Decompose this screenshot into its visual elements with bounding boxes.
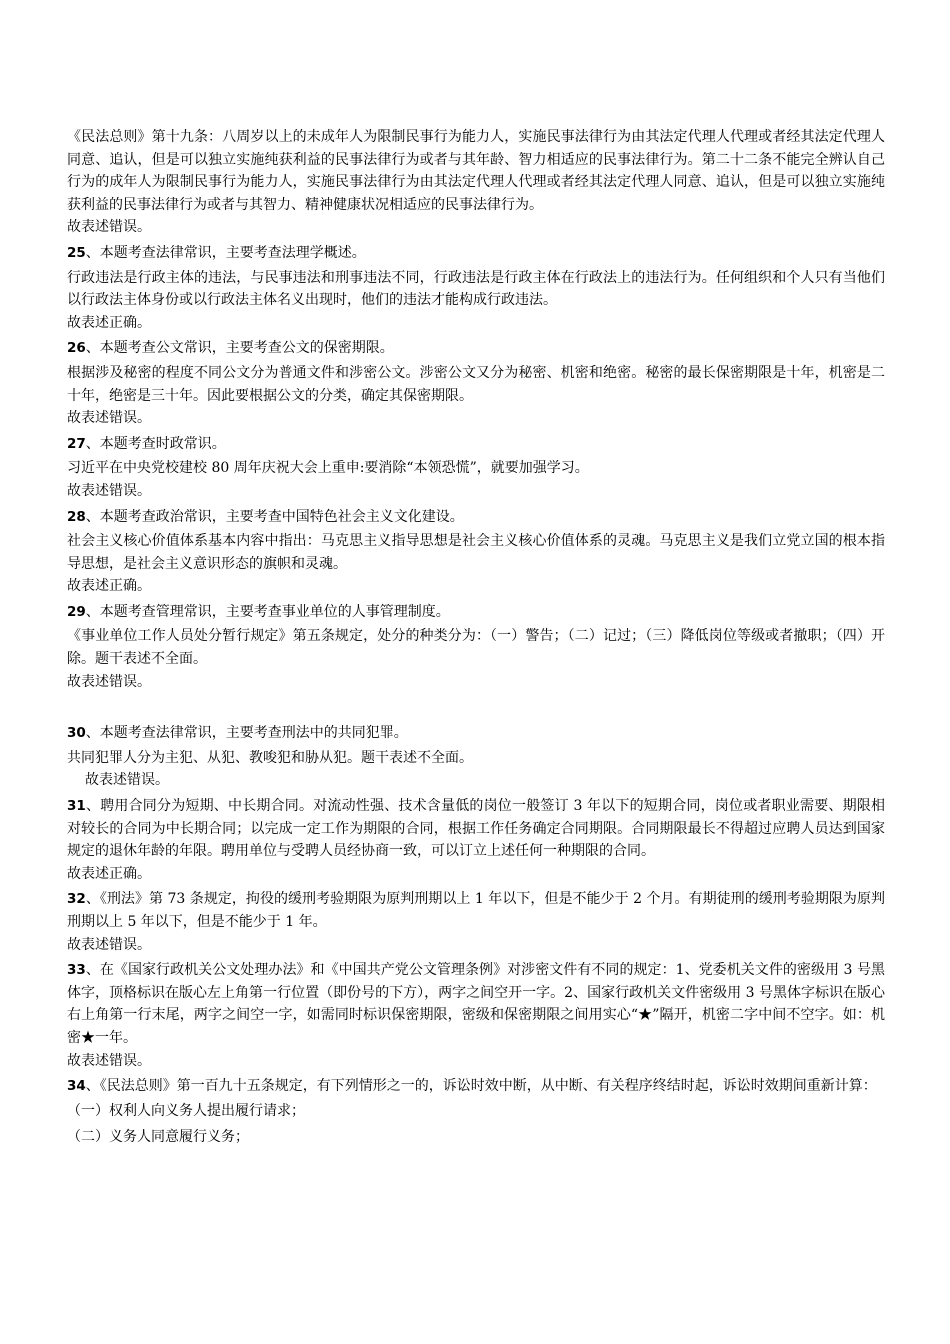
q33-body: 、在《国家行政机关公文处理办法》和《中国共产党公文管理条例》对涉密文件有不同的规定：1、党委机关文件的密级用 3 号黑体字，顶格标识在版心左上角第一行位置（即份号的下方），两字之间空开一字。2、国家行政机关文件密级用 3 号黑体字标识在版心右上角第一行末尾，两字之间空一字，如需同时标识保密期限，密级和保密期限之间用实心“★”隔开，机密二字中间不空字。如：机密★一年。 [67,962,885,1046]
q29-heading [67,601,885,624]
intro-paragraph: 《民法总则》第十九条：八周岁以上的未成年人为限制民事行为能力人，实施民事法律行为由其法定代理人代理或者经其法定代理人同意、追认，但是可以独立实施纯获利益的民事法律行为或者与其年龄、智力相适应的民事法律行为。第二十二条不能完全辨认自己行为的成年人为限制民事行为能力人，实施民事法律行为由其法定代理人代理或者经其法定代理人同意、追认，但是可以独立实施纯获利益的民事法律行为或者与其智力、精神健康状况相适应的民事法律行为。 [67,129,885,213]
q33-conclusion: 故表述错误。 [67,1052,151,1069]
q30-heading-text: 、本题考查法律常识，主要考查刑法中的共同犯罪。 [85,725,408,742]
q30-conclusion: 故表述错误。 [85,772,169,789]
q26-heading-text: 、本题考查公文常识，主要考查公文的保密期限。 [85,340,394,357]
q28-body: 社会主义核心价值体系基本内容中指出：马克思主义指导思想是社会主义核心价值体系的灵魂。马克思主义是我们立党立国的根本指导思想，是社会主义意识形态的旗帜和灵魂。 [67,533,885,572]
q25-heading-text: 、本题考查法律常识，主要考查法理学概述。 [85,244,366,261]
q34-paragraph [67,1075,885,1098]
q26-heading [67,337,885,360]
q26-body: 根据涉及秘密的程度不同公文分为普通文件和涉密公文。涉密公文又分为秘密、机密和绝密。秘密的最长保密期限是十年，机密是二十年，绝密是三十年。因此要根据公文的分类，确定其保密期限。 [67,364,885,404]
q31-paragraph [67,795,885,863]
q28-heading-text: 、本题考查政治常识，主要考查中国特色社会主义文化建设。 [85,508,464,525]
q29-number: 29 [67,603,86,620]
q28-conclusion: 故表述正确。 [67,578,151,595]
q27-heading [67,433,885,456]
q25-body: 行政违法是行政主体的违法，与民事违法和刑事违法不同，行政违法是行政主体在行政法上的违法行为。任何组织和个人只有当他们以行政法主体身份或以行政法主体名义出现时，他们的违法才能构成行政违法。 [67,269,885,309]
q25-heading [67,242,885,265]
q34-item-1: （一）权利人向义务人提出履行请求； [67,1102,305,1119]
q26-conclusion: 故表述错误。 [67,410,151,427]
q32-number: 32 [67,891,86,908]
q33-number: 33 [67,962,86,979]
q32-conclusion: 故表述错误。 [67,936,151,953]
q28-number: 28 [67,508,86,525]
q29-conclusion: 故表述错误。 [67,673,151,690]
q34-item-2: （二）义务人同意履行义务； [67,1129,249,1146]
intro-conclusion: 故表述错误。 [67,219,151,236]
q30-number: 30 [67,725,86,742]
q34-body: 、《民法总则》第一百九十五条规定，有下列情形之一的，诉讼时效中断，从中断、有关程序终结时起，诉讼时效期间重新计算： [85,1078,877,1095]
q27-conclusion: 故表述错误。 [67,482,151,499]
q25-number: 25 [67,244,86,261]
q32-body: 、《刑法》第 73 条规定，拘役的缓刑考验期限为原判刑期以上 1 年以下，但是不能少于 2 个月。有期徒刑的缓刑考验期限为原判刑期以上 5 年以下，但是不能少于 1 年。 [67,891,885,930]
q29-heading-text: 、本题考查管理常识，主要考查事业单位的人事管理制度。 [85,603,450,620]
q31-number: 31 [67,798,86,815]
q29-body: 《事业单位工作人员处分暂行规定》第五条规定，处分的种类分为：（一）警告；（二）记过；（三）降低岗位等级或者撤职；（四）开除。题干表述不全面。 [67,628,885,668]
q28-heading [67,506,885,529]
q27-number: 27 [67,435,86,452]
q30-body: 共同犯罪人分为主犯、从犯、教唆犯和胁从犯。题干表述不全面。 [67,749,473,766]
document-page [67,126,885,1153]
q32-paragraph [67,888,885,933]
q34-number: 34 [67,1078,86,1095]
q31-body: 、聘用合同分为短期、中长期合同。对流动性强、技术含量低的岗位一般签订 3 年以下的短期合同，岗位或者职业需要、期限相对较长的合同为中长期合同；以完成一定工作为期限的合同，根据工作任务确定合同期限。合同期限最长不得超过应聘人员达到国家规定的退休年龄的年限。聘用单位与受聘人员经协商一致，可以订立上述任何一种期限的合同。 [67,798,885,860]
q26-number: 26 [67,340,86,357]
section-gap [67,696,885,722]
q27-heading-text: 、本题考查时政常识。 [85,435,226,452]
q31-conclusion: 故表述正确。 [67,865,151,882]
q27-body: 习近平在中央党校建校 80 周年庆祝大会上重申:要消除“本领恐慌”，就要加强学习。 [67,460,589,477]
q30-heading [67,722,885,745]
q25-conclusion: 故表述正确。 [67,314,151,331]
q33-paragraph [67,959,885,1049]
